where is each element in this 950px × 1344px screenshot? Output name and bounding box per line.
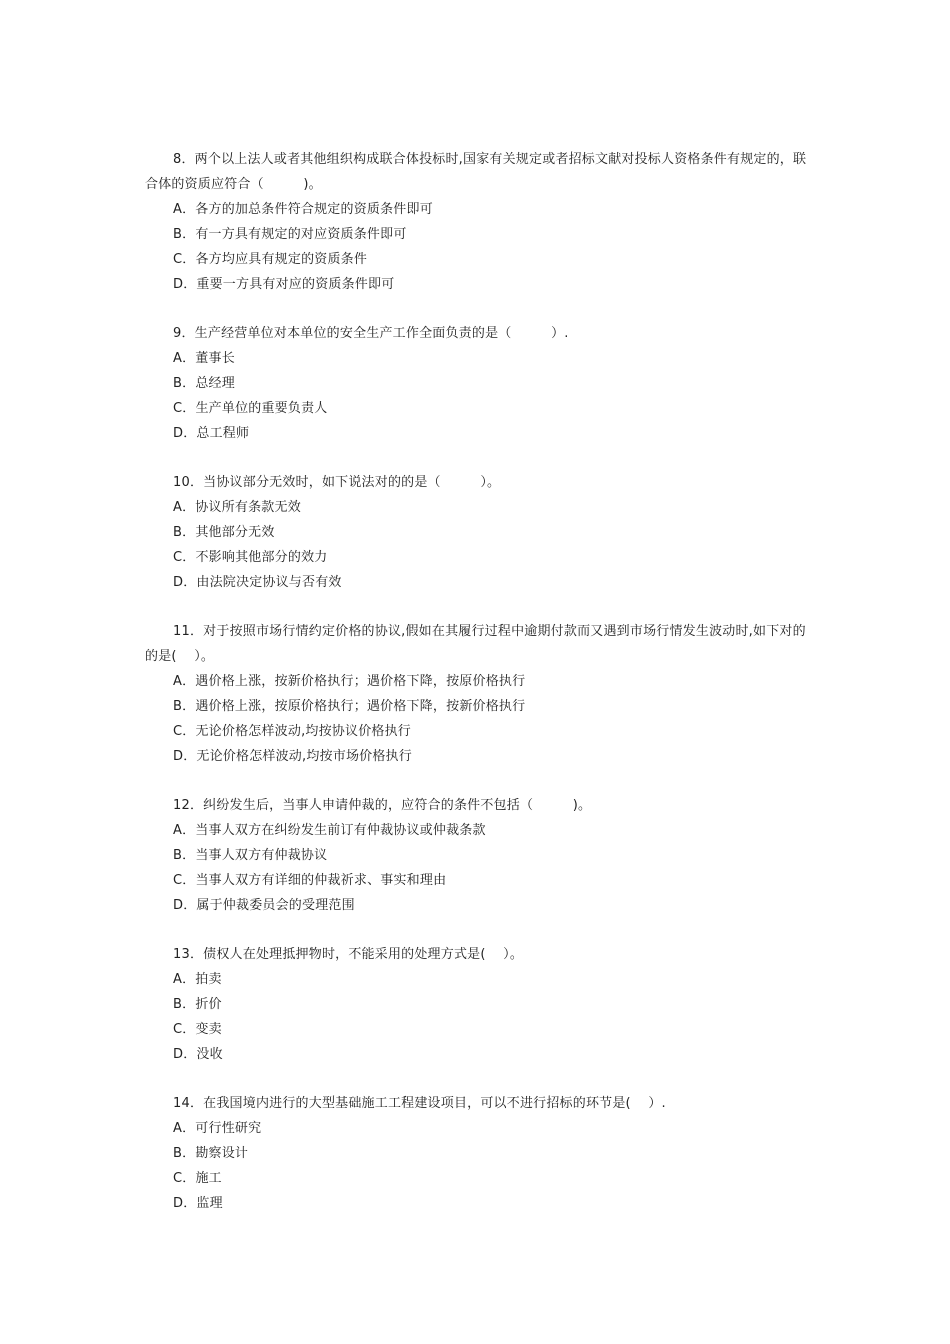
option-b: B．有一方具有规定的对应资质条件即可 bbox=[173, 227, 407, 242]
document-body bbox=[145, 147, 810, 1240]
option-b: B．勘察设计 bbox=[173, 1146, 249, 1161]
question-8 bbox=[145, 147, 810, 297]
question-stem: 10．当协议部分无效时，如下说法对的的是（ ）。 bbox=[173, 475, 501, 490]
option-a: A．当事人双方在纠纷发生前订有仲裁协议或仲裁条款 bbox=[173, 823, 486, 838]
option-d: D．由法院决定协议与否有效 bbox=[173, 575, 342, 590]
question-stem: 13．债权人在处理抵押物时，不能采用的处理方式是( ）。 bbox=[173, 947, 524, 962]
option-b: B．折价 bbox=[173, 997, 222, 1012]
option-c: C．生产单位的重要负责人 bbox=[173, 401, 328, 416]
option-a: A．董事长 bbox=[173, 351, 235, 366]
option-a: A．协议所有条款无效 bbox=[173, 500, 301, 515]
question-stem: 8．两个以上法人或者其他组织构成联合体投标时,国家有关规定或者招标文献对投标人资格条件有规定的，联合体的资质应符合（ )。 bbox=[145, 152, 807, 192]
option-d: D．总工程师 bbox=[173, 426, 250, 441]
option-b: B．其他部分无效 bbox=[173, 525, 275, 540]
question-10 bbox=[145, 470, 810, 595]
option-c: C．不影响其他部分的效力 bbox=[173, 550, 328, 565]
option-d: D．监理 bbox=[173, 1196, 223, 1211]
option-a: A．遇价格上涨，按新价格执行；遇价格下降，按原价格执行 bbox=[173, 674, 526, 689]
question-9 bbox=[145, 321, 810, 446]
question-14 bbox=[145, 1091, 810, 1216]
question-11 bbox=[145, 619, 810, 769]
option-a: A．拍卖 bbox=[173, 972, 222, 987]
option-a: A．各方的加总条件符合规定的资质条件即可 bbox=[173, 202, 433, 217]
question-stem: 14．在我国境内进行的大型基础施工工程建设项目，可以不进行招标的环节是( ）. bbox=[173, 1096, 666, 1111]
option-c: C．施工 bbox=[173, 1171, 222, 1186]
option-c: C．各方均应具有规定的资质条件 bbox=[173, 252, 368, 267]
option-d: D．无论价格怎样波动,均按市场价格执行 bbox=[173, 749, 412, 764]
option-b: B．总经理 bbox=[173, 376, 235, 391]
option-b: B．当事人双方有仲裁协议 bbox=[173, 848, 328, 863]
option-d: D．重要一方具有对应的资质条件即可 bbox=[173, 277, 395, 292]
question-stem: 12．纠纷发生后，当事人申请仲裁的，应符合的条件不包括（ )。 bbox=[173, 798, 592, 813]
question-stem: 11．对于按照市场行情约定价格的协议,假如在其履行过程中逾期付款而又遇到市场行情发生波动时,如下对的的是( ）。 bbox=[145, 624, 806, 664]
question-stem: 9．生产经营单位对本单位的安全生产工作全面负责的是（ ）. bbox=[173, 326, 569, 341]
option-b: B．遇价格上涨，按原价格执行；遇价格下降，按新价格执行 bbox=[173, 699, 526, 714]
option-c: C．无论价格怎样波动,均按协议价格执行 bbox=[173, 724, 412, 739]
option-d: D．属于仲裁委员会的受理范围 bbox=[173, 898, 355, 913]
option-c: C．变卖 bbox=[173, 1022, 222, 1037]
option-c: C．当事人双方有详细的仲裁祈求、事实和理由 bbox=[173, 873, 447, 888]
question-13 bbox=[145, 942, 810, 1067]
option-d: D．没收 bbox=[173, 1047, 223, 1062]
question-12 bbox=[145, 793, 810, 918]
option-a: A．可行性研究 bbox=[173, 1121, 262, 1136]
